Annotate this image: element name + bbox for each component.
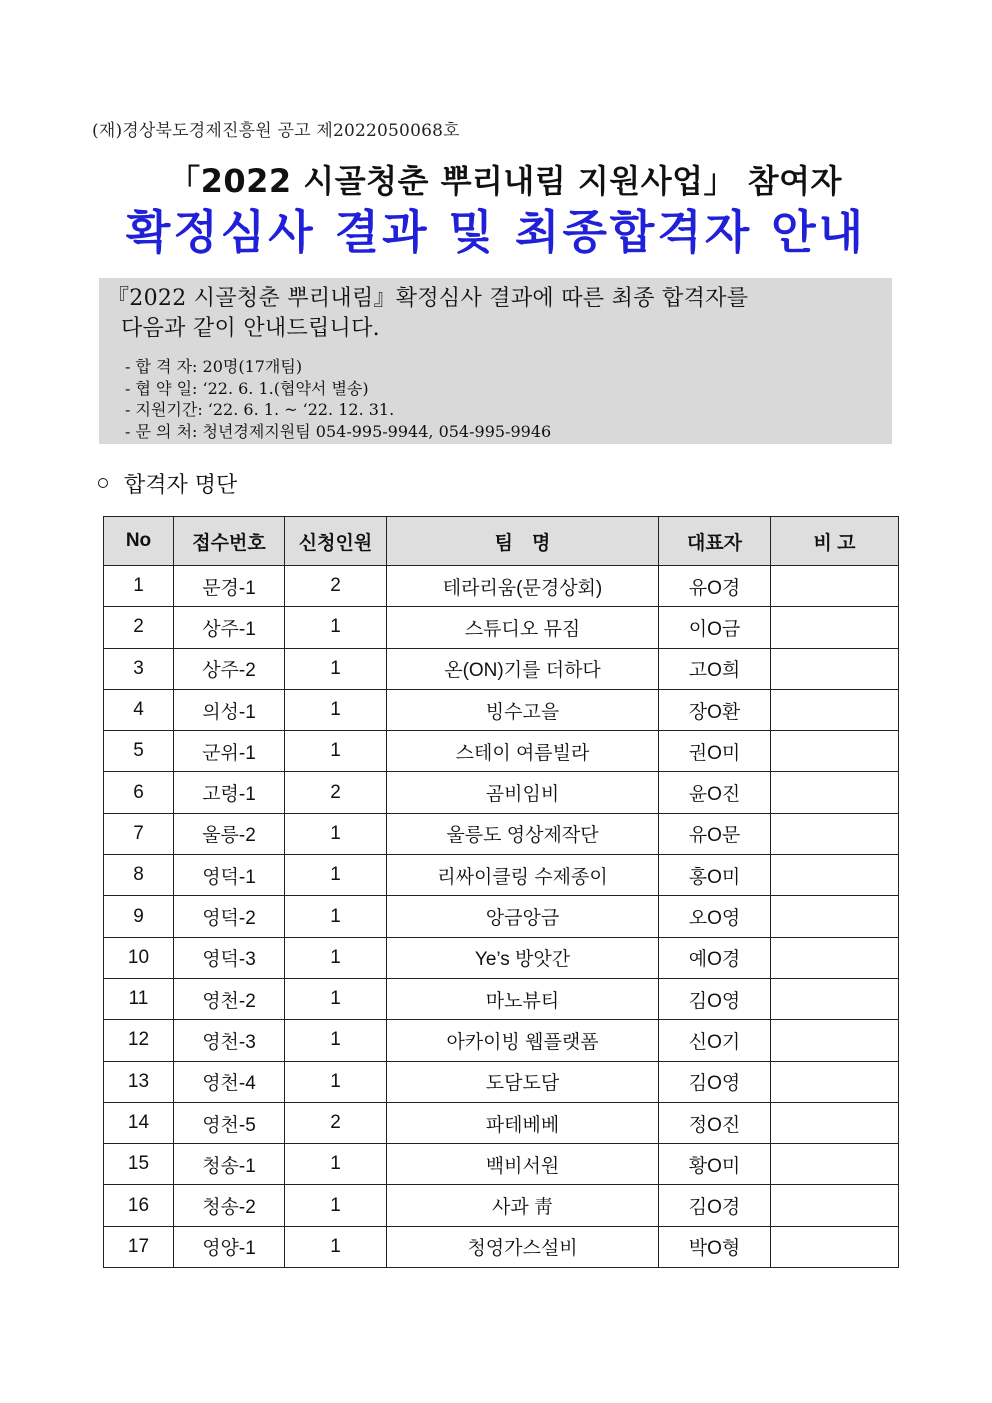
- table-row: [104, 813, 899, 854]
- intro-line-1: 『2022 시골청춘 뿌리내림』확정심사 결과에 따른 최종 합격자를: [107, 286, 749, 311]
- cell-receipt-number: 의성-1: [174, 689, 285, 730]
- cell-team-name: 온(ON)기를 더하다: [387, 648, 659, 689]
- cell-team-name: 청영가스설비: [387, 1226, 659, 1267]
- cell-team-name: Ye’s 방앗간: [387, 937, 659, 978]
- detail-passed-count: - 합 격 자: 20명(17개팀): [125, 357, 303, 376]
- detail-agreement-date: - 협 약 일: ‘22. 6. 1.(협약서 별송): [125, 378, 369, 398]
- cell-applicants: 1: [285, 896, 387, 937]
- cell-receipt-number: 문경-1: [174, 566, 285, 607]
- cell-receipt-number: 영천-2: [174, 978, 285, 1019]
- cell-representative: 박O형: [659, 1226, 771, 1267]
- document-subtitle: 확정심사 결과 및 최종합격자 안내: [125, 205, 867, 259]
- detail-contact: - 문 의 처: 청년경제지원팀 054-995-9944, 054-995-9946: [125, 421, 552, 441]
- table-row: [104, 731, 899, 772]
- cell-applicants: 2: [285, 1102, 387, 1143]
- cell-no: 3: [104, 648, 174, 689]
- cell-applicants: 1: [285, 1061, 387, 1102]
- cell-applicants: 1: [285, 731, 387, 772]
- table-row: [104, 937, 899, 978]
- cell-no: 5: [104, 731, 174, 772]
- cell-receipt-number: 영천-5: [174, 1102, 285, 1143]
- cell-no: 10: [104, 937, 174, 978]
- cell-applicants: 1: [285, 1226, 387, 1267]
- cell-receipt-number: 상주-2: [174, 648, 285, 689]
- cell-team-name: 빙수고을: [387, 689, 659, 730]
- cell-no: 16: [104, 1185, 174, 1226]
- cell-team-name: 리싸이클링 수제종이: [387, 855, 659, 896]
- cell-no: 8: [104, 855, 174, 896]
- cell-receipt-number: 영덕-3: [174, 937, 285, 978]
- cell-no: 7: [104, 813, 174, 854]
- cell-applicants: 1: [285, 978, 387, 1019]
- table-row: [104, 689, 899, 730]
- cell-representative: 김O영: [659, 1061, 771, 1102]
- cell-remarks: [771, 1061, 899, 1102]
- intro-details: [107, 356, 882, 442]
- cell-representative: 권O미: [659, 731, 771, 772]
- cell-representative: 유O경: [659, 566, 771, 607]
- cell-team-name: 스테이 여름빌라: [387, 731, 659, 772]
- table-header-row: [104, 517, 899, 566]
- header-receipt-number: 접수번호: [174, 517, 285, 566]
- cell-receipt-number: 영덕-2: [174, 896, 285, 937]
- table-row: [104, 1061, 899, 1102]
- table-row: [104, 978, 899, 1019]
- cell-receipt-number: 고령-1: [174, 772, 285, 813]
- roster-table: [103, 516, 899, 1268]
- cell-team-name: 아카이빙 웹플랫폼: [387, 1020, 659, 1061]
- cell-receipt-number: 청송-2: [174, 1185, 285, 1226]
- cell-team-name: 앙금앙금: [387, 896, 659, 937]
- header-remarks: 비 고: [771, 517, 899, 566]
- cell-applicants: 2: [285, 772, 387, 813]
- cell-representative: 신O기: [659, 1020, 771, 1061]
- cell-remarks: [771, 689, 899, 730]
- cell-receipt-number: 영천-4: [174, 1061, 285, 1102]
- cell-team-name: 백비서원: [387, 1144, 659, 1185]
- cell-remarks: [771, 896, 899, 937]
- cell-remarks: [771, 731, 899, 772]
- table-row: [104, 566, 899, 607]
- cell-representative: 예O경: [659, 937, 771, 978]
- cell-representative: 황O미: [659, 1144, 771, 1185]
- cell-representative: 홍O미: [659, 855, 771, 896]
- cell-no: 9: [104, 896, 174, 937]
- cell-applicants: 1: [285, 855, 387, 896]
- cell-team-name: 사과 靑: [387, 1185, 659, 1226]
- cell-no: 15: [104, 1144, 174, 1185]
- cell-representative: 오O영: [659, 896, 771, 937]
- table-row: [104, 1020, 899, 1061]
- cell-receipt-number: 청송-1: [174, 1144, 285, 1185]
- cell-team-name: 파테베베: [387, 1102, 659, 1143]
- table-row: [104, 1144, 899, 1185]
- cell-applicants: 1: [285, 689, 387, 730]
- table-row: [104, 1226, 899, 1267]
- intro-box: [99, 278, 892, 444]
- section-title: 합격자 명단: [124, 473, 238, 498]
- cell-remarks: [771, 1226, 899, 1267]
- cell-applicants: 1: [285, 813, 387, 854]
- header-applicants: 신청인원: [285, 517, 387, 566]
- cell-no: 11: [104, 978, 174, 1019]
- intro-line-2: 다음과 같이 안내드립니다.: [121, 316, 380, 341]
- cell-remarks: [771, 937, 899, 978]
- cell-no: 6: [104, 772, 174, 813]
- table-row: [104, 648, 899, 689]
- header-team-name: 팀 명: [387, 517, 659, 566]
- cell-remarks: [771, 1102, 899, 1143]
- cell-applicants: 2: [285, 566, 387, 607]
- table-row: [104, 896, 899, 937]
- cell-no: 2: [104, 607, 174, 648]
- cell-remarks: [771, 1020, 899, 1061]
- cell-representative: 윤O진: [659, 772, 771, 813]
- cell-remarks: [771, 1185, 899, 1226]
- detail-support-period: - 지원기간: ‘22. 6. 1. ~ ‘22. 12. 31.: [125, 400, 395, 419]
- cell-remarks: [771, 1144, 899, 1185]
- cell-applicants: 1: [285, 607, 387, 648]
- notice-number: (재)경상북도경제진흥원 공고 제2022050068호: [92, 121, 460, 141]
- cell-representative: 김O영: [659, 978, 771, 1019]
- cell-applicants: 1: [285, 1144, 387, 1185]
- document-title: 「2022 시골청춘 뿌리내림 지원사업」 참여자: [168, 162, 842, 200]
- cell-receipt-number: 군위-1: [174, 731, 285, 772]
- table-row: [104, 1185, 899, 1226]
- cell-remarks: [771, 772, 899, 813]
- cell-no: 14: [104, 1102, 174, 1143]
- cell-remarks: [771, 978, 899, 1019]
- cell-representative: 장O환: [659, 689, 771, 730]
- cell-receipt-number: 영양-1: [174, 1226, 285, 1267]
- cell-team-name: 울릉도 영상제작단: [387, 813, 659, 854]
- header-no: No: [104, 517, 174, 566]
- circle-bullet-icon: [98, 478, 108, 488]
- table-row: [104, 772, 899, 813]
- cell-remarks: [771, 607, 899, 648]
- cell-representative: 고O희: [659, 648, 771, 689]
- cell-no: 1: [104, 566, 174, 607]
- cell-team-name: 도담도담: [387, 1061, 659, 1102]
- cell-remarks: [771, 566, 899, 607]
- cell-team-name: 테라리움(문경상회): [387, 566, 659, 607]
- cell-receipt-number: 영천-3: [174, 1020, 285, 1061]
- cell-remarks: [771, 855, 899, 896]
- section-heading: [98, 468, 237, 499]
- cell-team-name: 곰비임비: [387, 772, 659, 813]
- cell-representative: 김O경: [659, 1185, 771, 1226]
- cell-applicants: 1: [285, 937, 387, 978]
- cell-receipt-number: 울릉-2: [174, 813, 285, 854]
- cell-team-name: 마노뷰티: [387, 978, 659, 1019]
- cell-remarks: [771, 813, 899, 854]
- cell-applicants: 1: [285, 1185, 387, 1226]
- cell-no: 13: [104, 1061, 174, 1102]
- roster-body: [104, 566, 899, 1268]
- cell-representative: 정O진: [659, 1102, 771, 1143]
- cell-representative: 이O금: [659, 607, 771, 648]
- cell-representative: 유O문: [659, 813, 771, 854]
- cell-no: 4: [104, 689, 174, 730]
- table-row: [104, 855, 899, 896]
- table-row: [104, 1102, 899, 1143]
- cell-no: 12: [104, 1020, 174, 1061]
- header-representative: 대표자: [659, 517, 771, 566]
- cell-remarks: [771, 648, 899, 689]
- cell-receipt-number: 상주-1: [174, 607, 285, 648]
- table-row: [104, 607, 899, 648]
- cell-no: 17: [104, 1226, 174, 1267]
- cell-team-name: 스튜디오 뮤짐: [387, 607, 659, 648]
- cell-applicants: 1: [285, 648, 387, 689]
- cell-receipt-number: 영덕-1: [174, 855, 285, 896]
- cell-applicants: 1: [285, 1020, 387, 1061]
